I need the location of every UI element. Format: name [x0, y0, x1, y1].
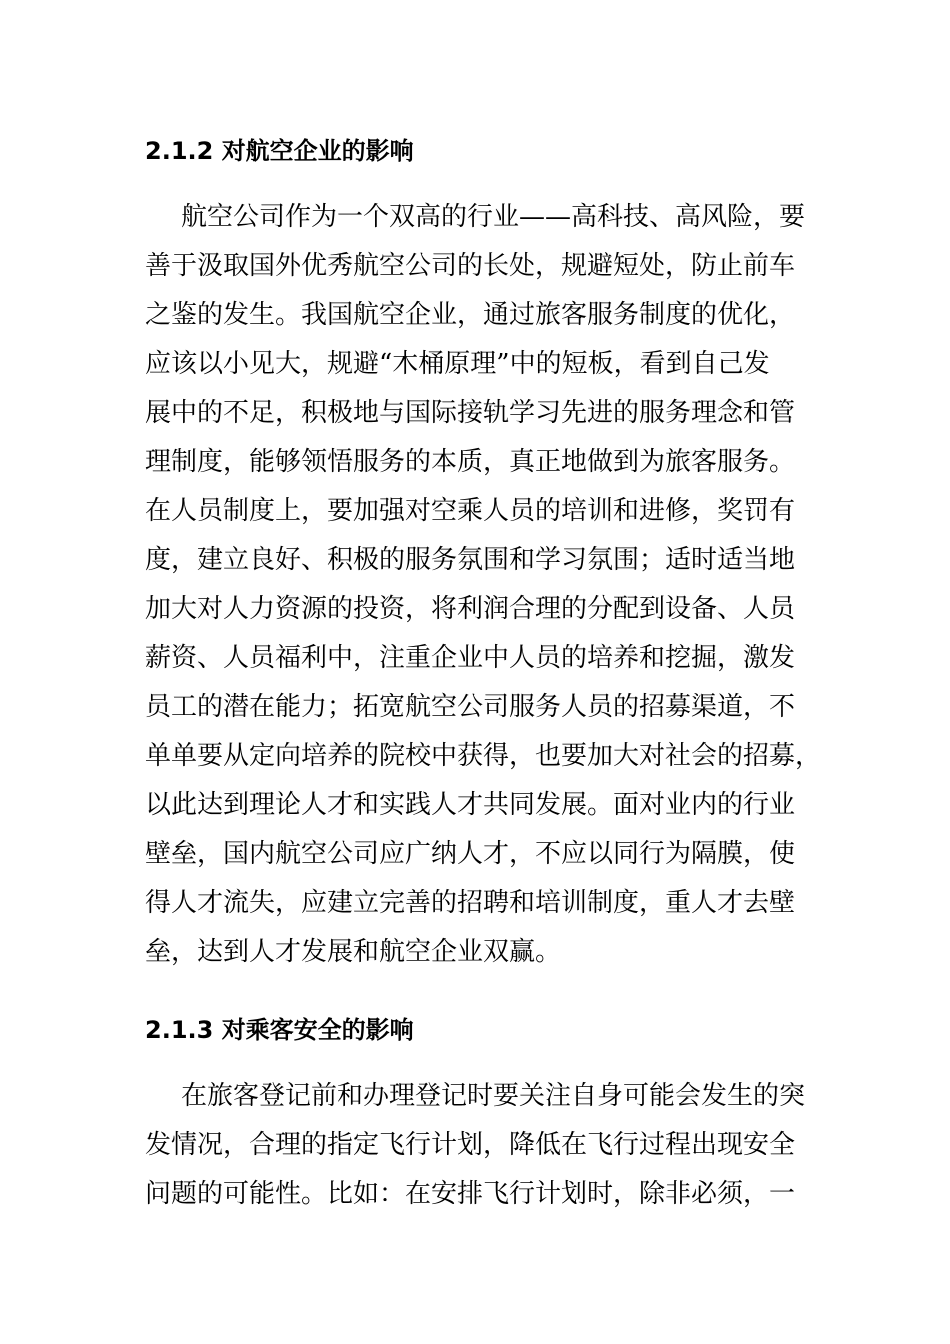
section-heading-2-1-2: 2.1.2 对航空企业的影响	[145, 137, 414, 165]
section-paragraph-2-1-2	[145, 193, 822, 977]
paragraph-line: 航空公司作为一个双高的行业——高科技、高风险，要	[181, 202, 806, 232]
paragraph-line: 善于汲取国外优秀航空公司的长处，规避短处，防止前车	[145, 251, 796, 281]
paragraph-line: 应该以小见大，规避“木桶原理”中的短板，看到自己发	[145, 349, 770, 379]
paragraph-line: 在人员制度上，要加强对空乘人员的培训和进修，奖罚有	[145, 496, 796, 526]
paragraph-line: 展中的不足，积极地与国际接轨学习先进的服务理念和管	[145, 398, 796, 428]
paragraph-line: 度，建立良好、积极的服务氛围和学习氛围；适时适当地	[145, 545, 796, 575]
paragraph-line: 在旅客登记前和办理登记时要关注自身可能会发生的突	[181, 1081, 806, 1111]
paragraph-line: 以此达到理论人才和实践人才共同发展。面对业内的行业	[145, 790, 796, 820]
paragraph-line: 加大对人力资源的投资，将利润合理的分配到设备、人员	[145, 594, 796, 624]
paragraph-line: 薪资、人员福利中，注重企业中人员的培养和挖掘，激发	[145, 643, 796, 673]
paragraph-line: 单单要从定向培养的院校中获得，也要加大对社会的招募，	[145, 741, 822, 771]
paragraph-line: 发情况，合理的指定飞行计划，降低在飞行过程出现安全	[145, 1130, 796, 1160]
paragraph-line: 员工的潜在能力；拓宽航空公司服务人员的招募渠道，不	[145, 692, 796, 722]
paragraph-line: 理制度，能够领悟服务的本质，真正地做到为旅客服务。	[145, 447, 796, 477]
paragraph-line: 垒，达到人才发展和航空企业双赢。	[145, 937, 562, 967]
paragraph-line: 之鉴的发生。我国航空企业，通过旅客服务制度的优化，	[145, 300, 796, 330]
paragraph-line: 问题的可能性。比如：在安排飞行计划时，除非必须，一	[145, 1179, 796, 1209]
paragraph-line: 得人才流失，应建立完善的招聘和培训制度，重人才去壁	[145, 888, 796, 918]
paragraph-line: 壁垒，国内航空公司应广纳人才，不应以同行为隔膜，使	[145, 839, 796, 869]
section-heading-2-1-3: 2.1.3 对乘客安全的影响	[145, 1016, 414, 1044]
section-paragraph-2-1-3	[145, 1072, 805, 1219]
